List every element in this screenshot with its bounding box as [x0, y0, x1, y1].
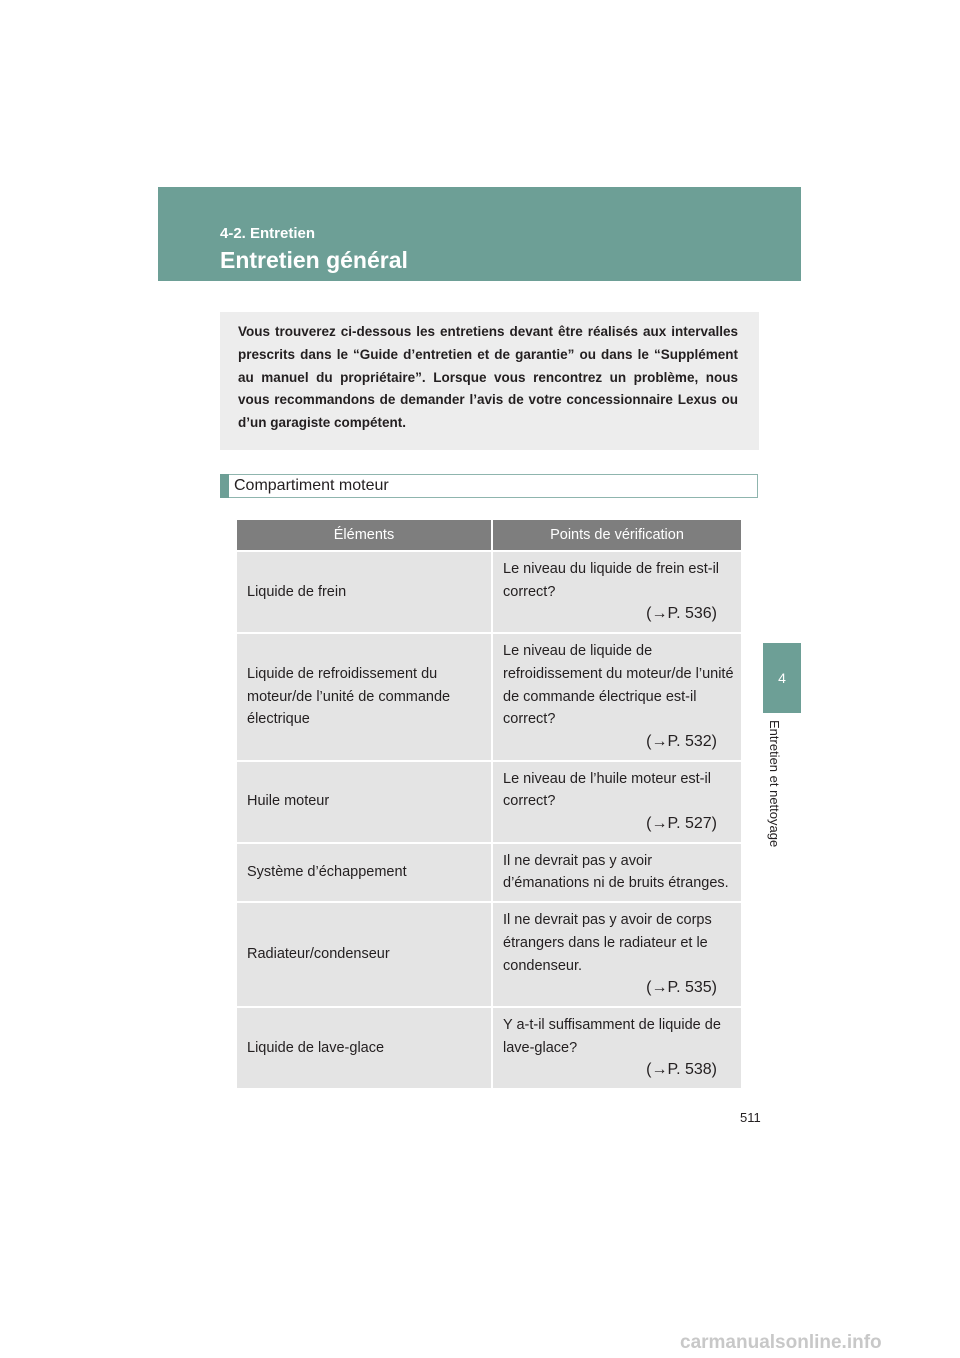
- table-cell-check: [492, 551, 741, 633]
- subsection-heading: [220, 474, 758, 498]
- table-cell-item: Radiateur/condenseur: [237, 902, 492, 1007]
- table-row: [237, 761, 741, 843]
- page-reference-link[interactable]: (→P. 536): [646, 605, 717, 623]
- table-row: [237, 843, 741, 902]
- table-cell-check: [492, 761, 741, 843]
- table-cell-item: Liquide de refroidissement du moteur/de l’unité de commande électrique: [237, 633, 492, 761]
- page-number: 511: [740, 1110, 761, 1125]
- table-row: [237, 902, 741, 1007]
- heading-accent-bar: [220, 474, 229, 498]
- page-reference-link[interactable]: (→P. 538): [646, 1061, 717, 1079]
- watermark-text: carmanualsonline.info: [680, 1332, 882, 1353]
- check-text: Le niveau de liquide de refroidissement du moteur/de l’unité de commande électrique est-il correct?: [503, 643, 734, 728]
- table-cell-check: [492, 902, 741, 1007]
- section-label: 4-2. Entretien: [220, 225, 316, 242]
- check-text: Il ne devrait pas y avoir de corps étrangers dans le radiateur et le condenseur.: [503, 912, 712, 974]
- page-reference-link[interactable]: (→P. 527): [646, 815, 717, 833]
- maintenance-table: [237, 520, 741, 1088]
- chapter-tab[interactable]: [763, 643, 801, 713]
- subsection-title: Compartiment moteur: [234, 477, 389, 494]
- header-band: [158, 187, 801, 281]
- chapter-number: 4: [778, 670, 786, 686]
- intro-box: [220, 312, 759, 450]
- table-row: [237, 1007, 741, 1088]
- check-text: Le niveau du liquide de frein est-il correct?: [503, 561, 720, 600]
- column-header-checks: Points de vérification: [492, 520, 741, 551]
- page-reference-link[interactable]: (→P. 535): [646, 979, 717, 997]
- page-title: Entretien général: [220, 247, 408, 273]
- chapter-label: Entretien et nettoyage: [767, 720, 782, 848]
- table-cell-item: Liquide de frein: [237, 551, 492, 633]
- check-text: Le niveau de l’huile moteur est-il correct?: [503, 770, 711, 810]
- check-text: Il ne devrait pas y avoir d’émanations ni de bruits étranges.: [503, 852, 729, 892]
- table-header-row: [237, 520, 741, 551]
- table-cell-item: Liquide de lave-glace: [237, 1007, 492, 1088]
- table-row: [237, 633, 741, 761]
- table-cell-check: [492, 633, 741, 761]
- intro-text: Vous trouverez ci-dessous les entretiens devant être réalisés aux intervalles prescrits dans le “Guide d’entretien et de garantie” ou dans le “Supplément au manuel du propriétaire”. Lorsque vous rencontrez un problème, nous vous recommandons de demander l’avis de votre concessionnaire Lexus ou d’un garagiste compétent.: [238, 324, 738, 431]
- page-reference-link[interactable]: (→P. 532): [646, 732, 717, 750]
- table-cell-item: Système d’échappement: [237, 843, 492, 902]
- table-cell-check: [492, 843, 741, 902]
- table-cell-item: Huile moteur: [237, 761, 492, 843]
- check-text: Y a-t-il suffisamment de liquide de lave-glace?: [503, 1016, 721, 1056]
- column-header-items: Éléments: [237, 520, 492, 551]
- table-cell-check: [492, 1007, 741, 1088]
- table-row: [237, 551, 741, 633]
